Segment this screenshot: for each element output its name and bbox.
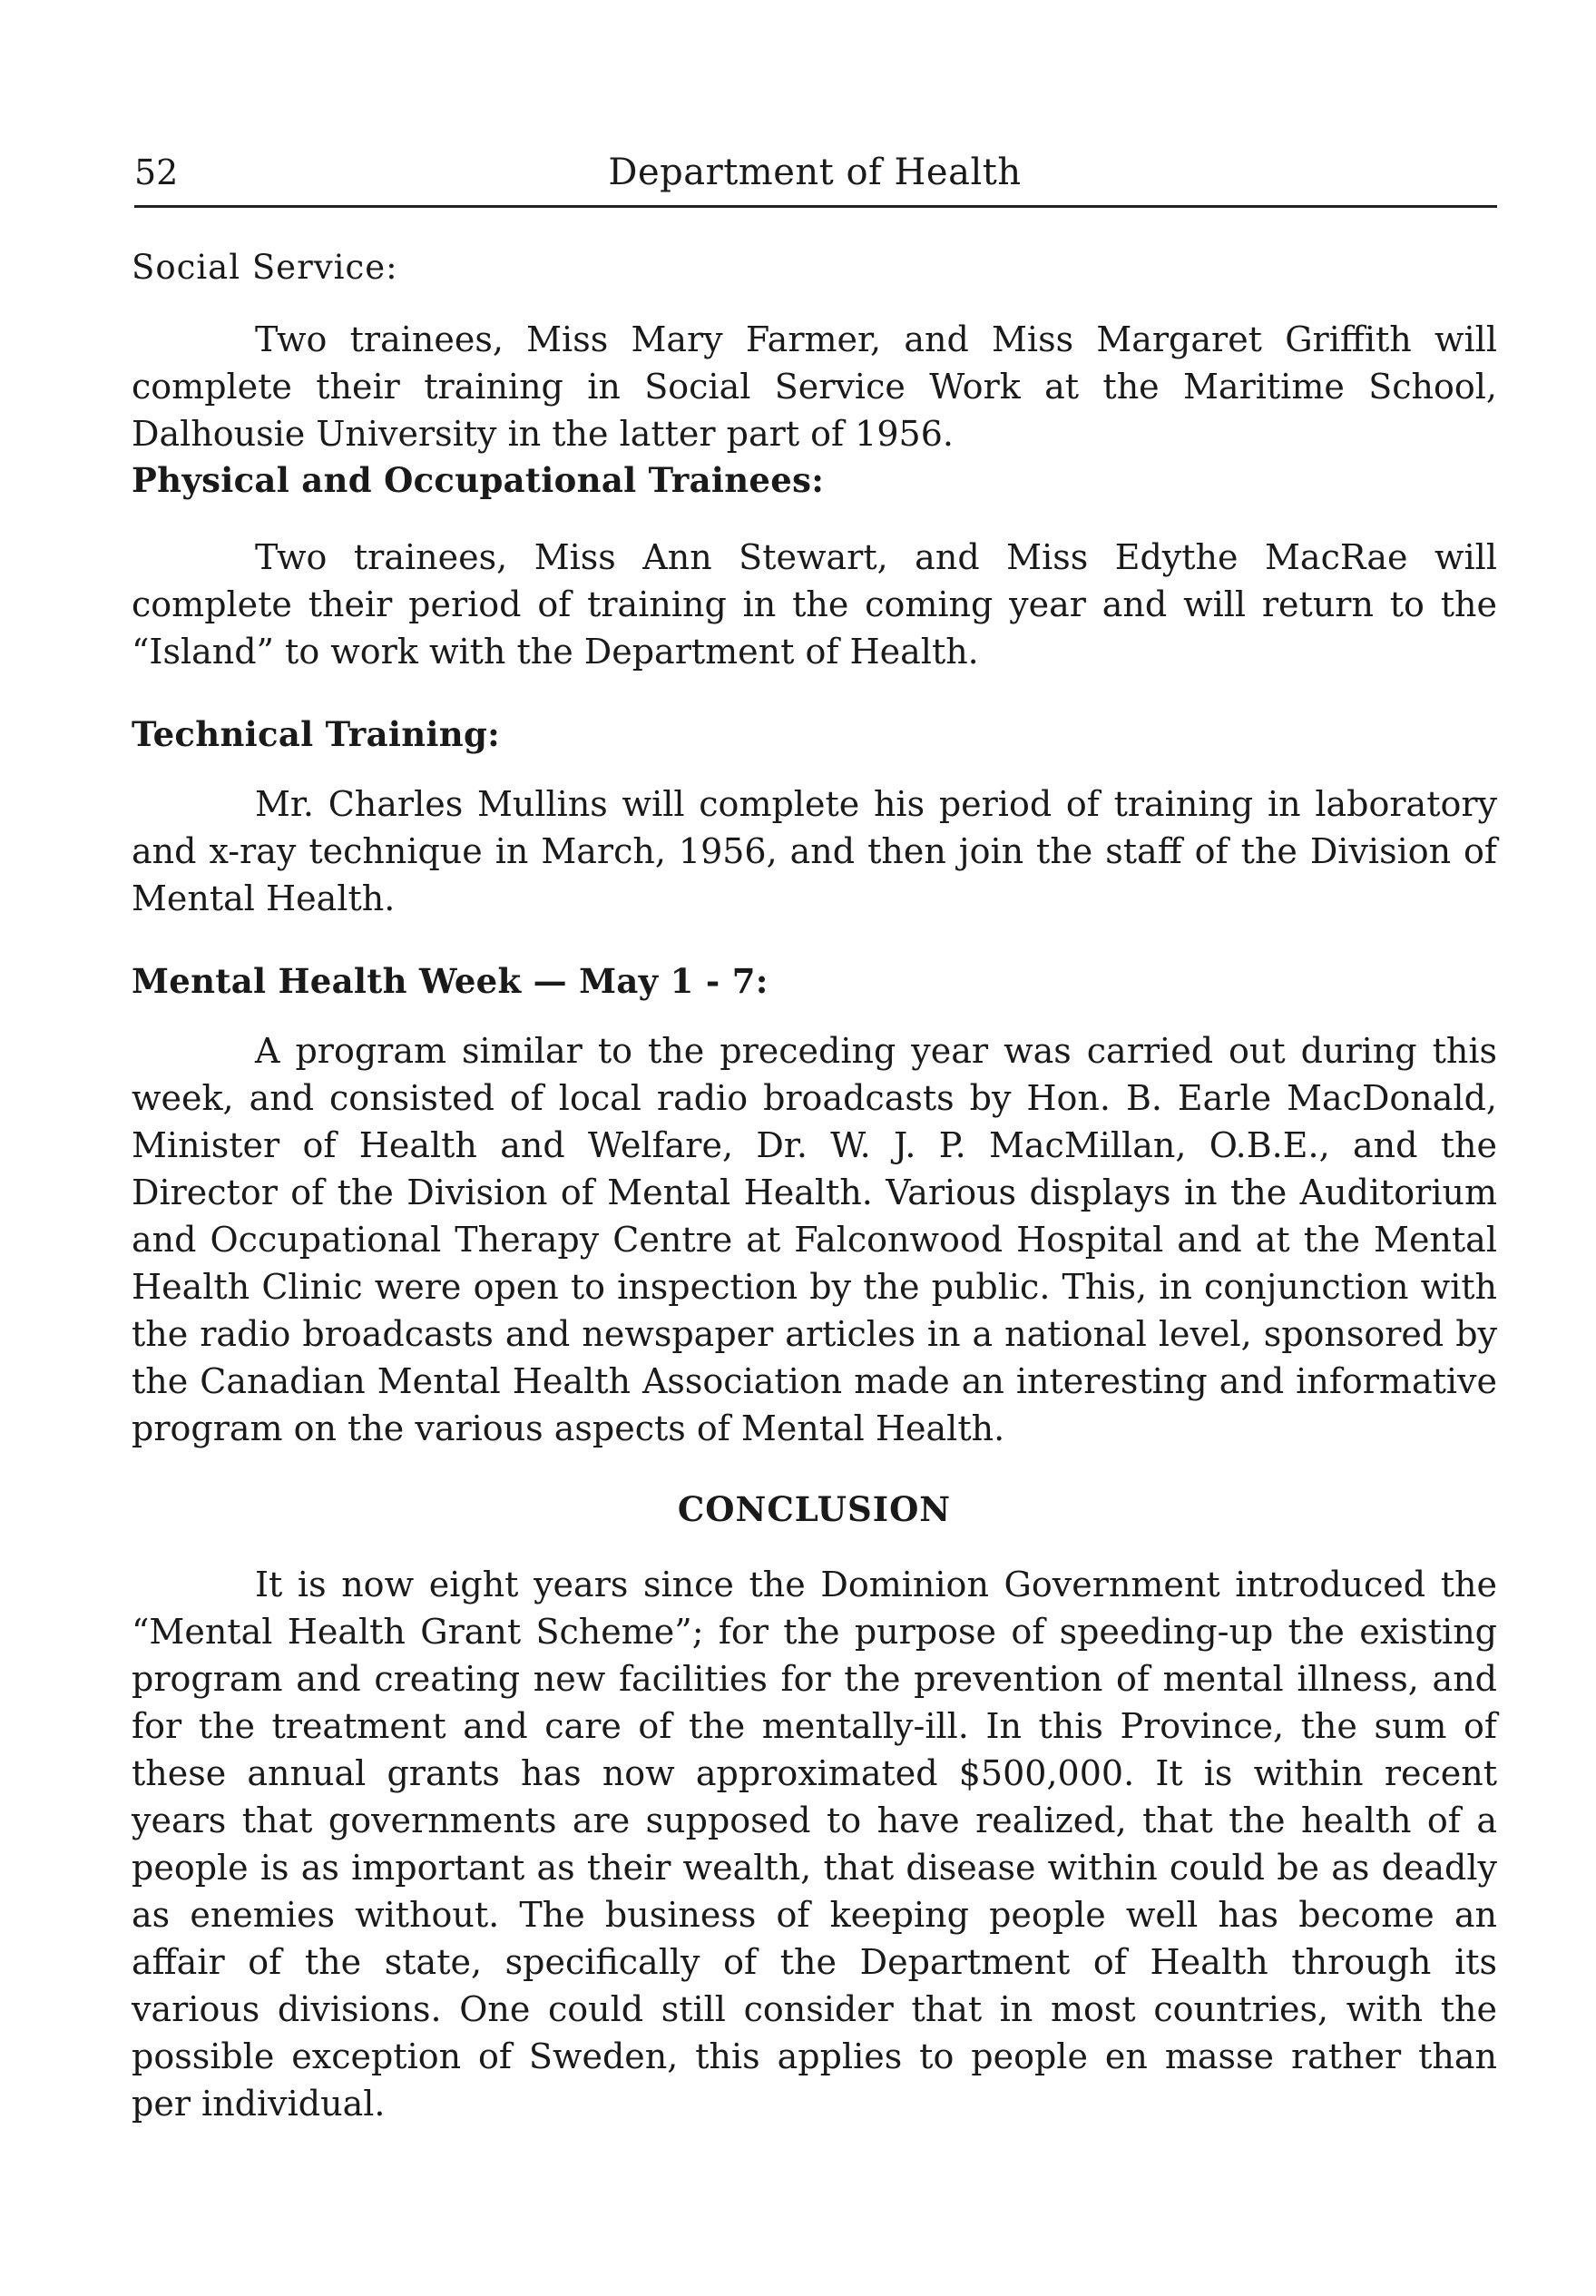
paragraph-physical-occupational-trainees: Two trainees, Miss Ann Stewart, and Miss Edythe MacRae will complete their period of training in the coming year and will return to the “Island” to work with the Department of Health. <box>132 537 1497 672</box>
section-heading-technical-training: Technical Training: <box>132 714 501 754</box>
section-heading-mental-health-week: Mental Health Week — May 1 - 7: <box>132 961 769 1001</box>
paragraph-mental-health-week: A program similar to the preceding year was carried out during this week, and consisted of local radio broadcasts by Hon. B. Earle MacDonald, Minister of Health and Welfare, Dr. W. J. P. MacMillan, O.B.E., and the Director of the Division of Mental Health. Various displays in the Auditorium and Occupational Therapy Centre at Falconwood Hospital and at the Mental Health Clinic were open to inspection by the public. This, in conjunction with the radio broadcasts and newspaper articles in a national level, sponsored by the Canadian Mental Health Association made an interesting and informative program on the various aspects of Mental Health. <box>132 1031 1497 1448</box>
page-number: 52 <box>134 152 179 192</box>
paragraph-conclusion: It is now eight years since the Dominion Government introduced the “Mental Health Grant Scheme”; for the purpose of speeding-up the existing program and creating new facilities for the prevention of mental illness, and for the treatment and care of the mentally-ill. In this Province, the sum of these annual grants has now approximated $500,000. It is within recent years that governments are supposed to have realized, that the health of a people is as important as their wealth, that disease within could be as deadly as enemies without. The business of keeping people well has become an affair of the state, specifically of the Department of Health through its various divisions. One could still consider that in most countries, with the possible exception of Sweden, this applies to people en masse rather than per individual. <box>132 1565 1497 2124</box>
section-heading-physical-occupational-trainees: Physical and Occupational Trainees: <box>132 460 825 500</box>
body-text <box>132 245 1497 2127</box>
paragraph-technical-training: Mr. Charles Mullins will complete his period of training in laboratory and x-ray technique in March, 1956, and then join the staff of the Division of Mental Health. <box>132 784 1497 918</box>
section-heading-social-service: Social Service: <box>132 248 398 287</box>
paragraph-social-service: Two trainees, Miss Mary Farmer, and Miss Margaret Griffith will complete their training in Social Service Work at the Maritime School, Dalhousie University in the latter part of 1956. <box>132 319 1497 454</box>
header-rule <box>134 205 1497 208</box>
running-head <box>134 145 1495 200</box>
running-head-title: Department of Health <box>608 152 1022 193</box>
conclusion-title: CONCLUSION <box>677 1489 952 1529</box>
